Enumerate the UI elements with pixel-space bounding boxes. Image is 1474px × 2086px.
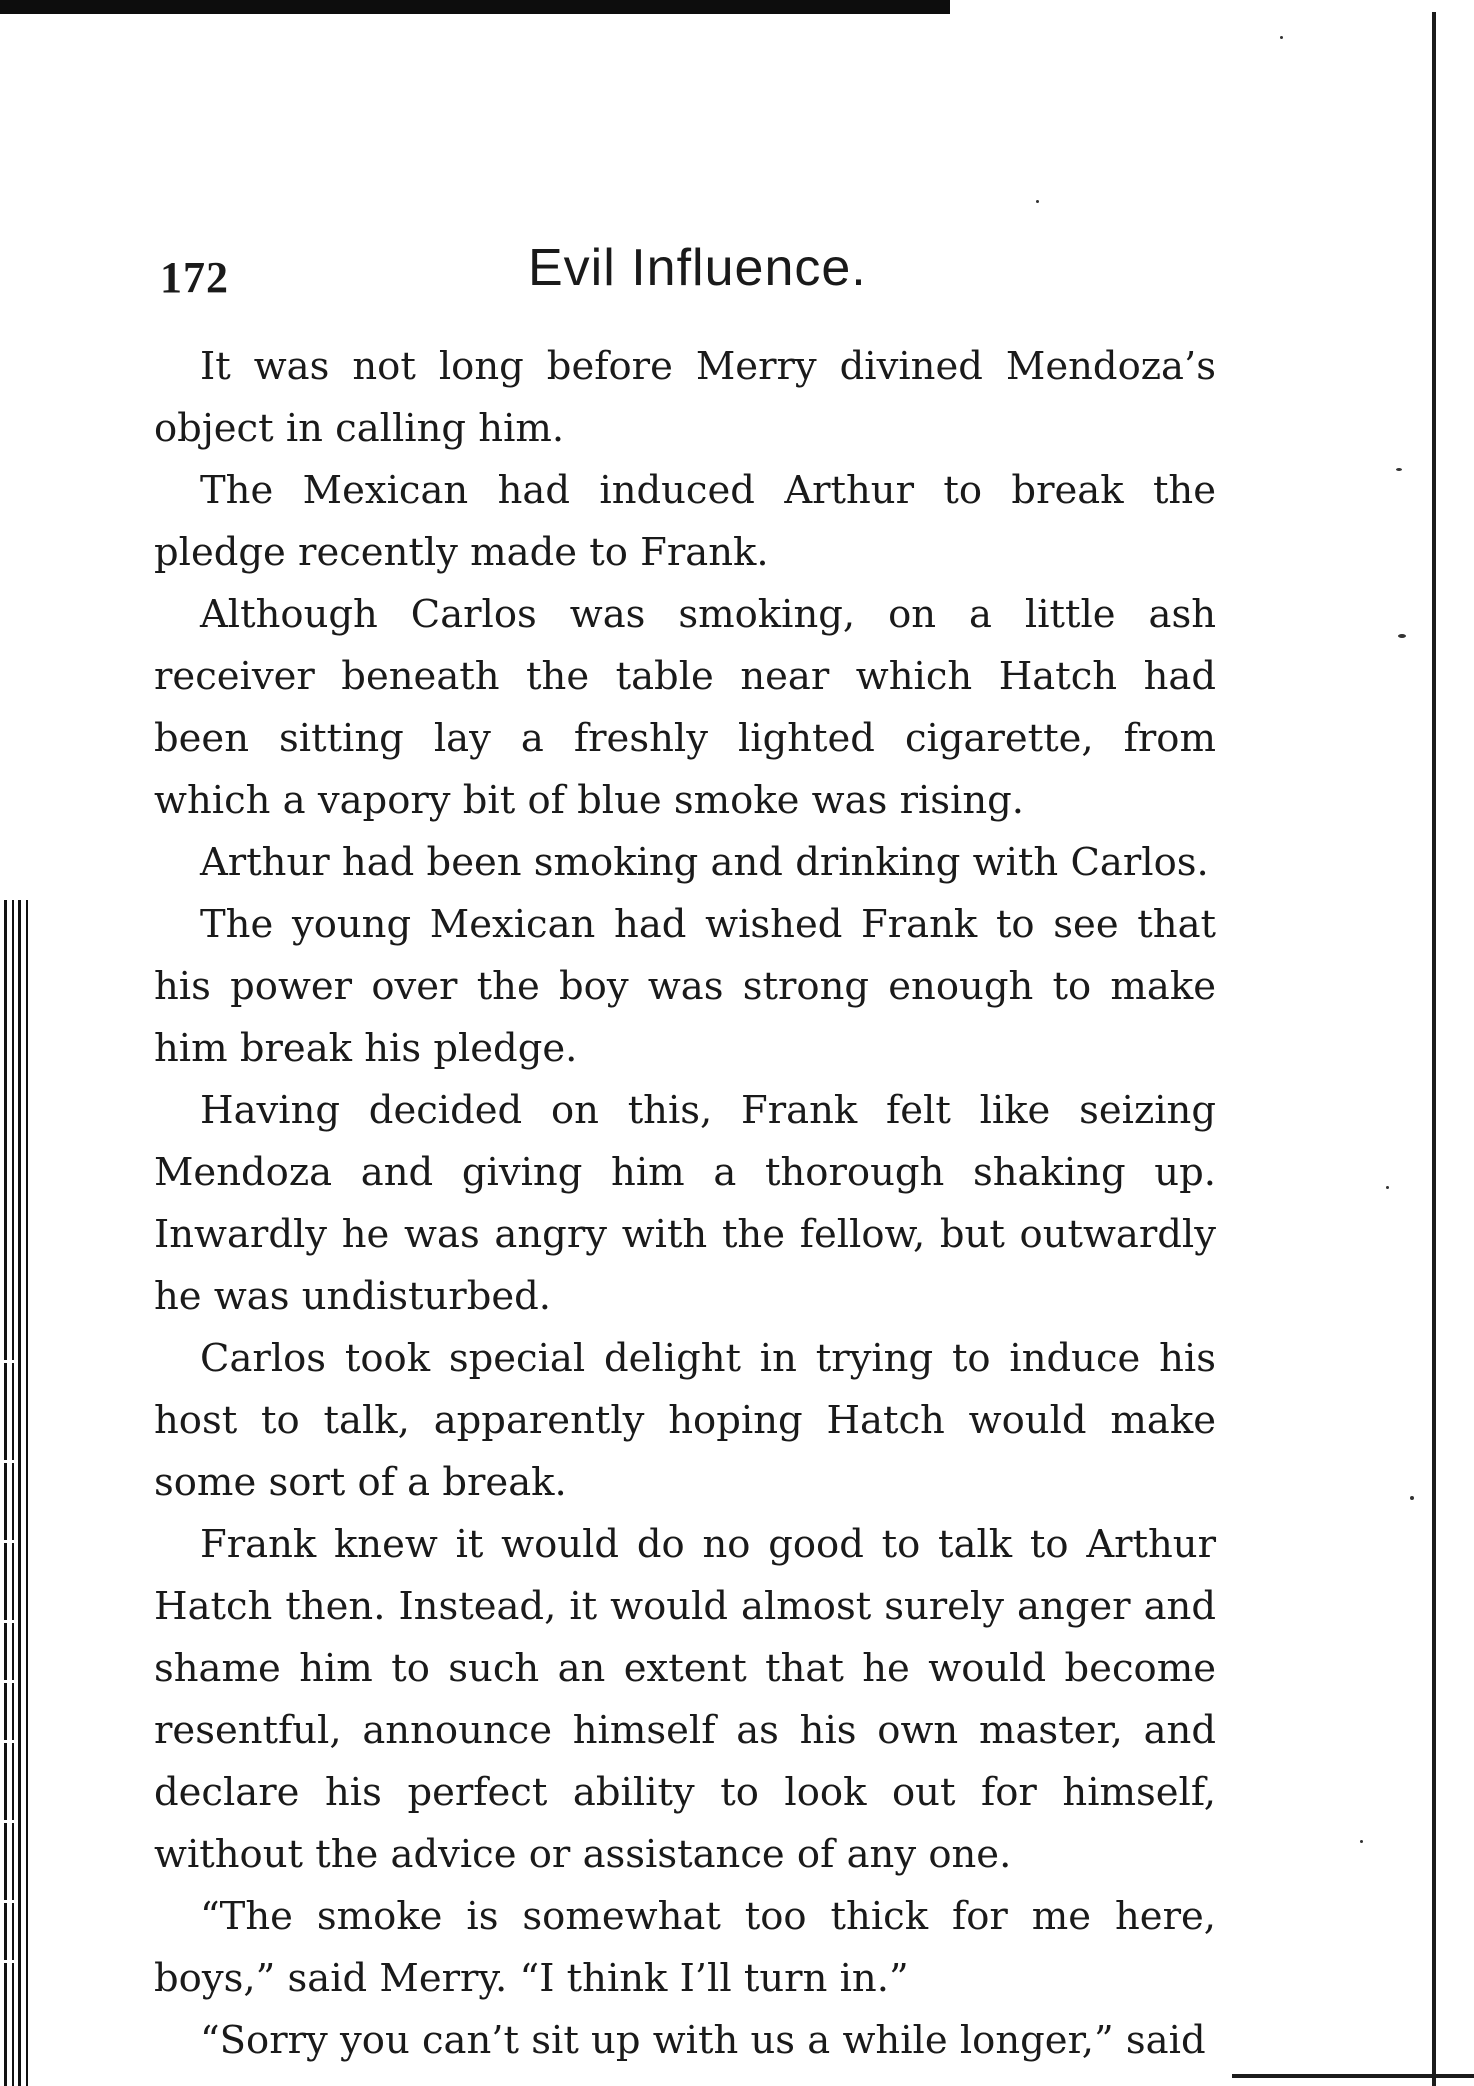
page-speck: [1360, 1840, 1363, 1843]
paragraph: “Sorry you can’t sit up with us a while longer,” said: [200, 2018, 1206, 2063]
page-speck: [1280, 36, 1283, 39]
page-number: 172: [160, 253, 229, 302]
paragraph: Carlos took special delight in trying to induce his host to talk, apparently hoping Hatch would make some sort of a break.: [154, 1336, 1216, 1505]
page-speck: [1036, 200, 1039, 203]
binding-edge-marks: [0, 900, 40, 2086]
paragraph: The young Mexican had wished Frank to see that his power over the boy was strong enough to make him break his pledge.: [154, 902, 1216, 1071]
top-page-rule: [0, 0, 950, 14]
page-speck: [1386, 1186, 1389, 1189]
running-head: Evil Influence.: [528, 239, 867, 297]
paragraph: “The smoke is somewhat too thick for me here, boys,” said Merry. “I think I’ll turn in.”: [154, 1894, 1216, 2001]
page-speck: [1398, 634, 1406, 638]
right-page-edge: [1432, 12, 1436, 2086]
page-speck: [1410, 1496, 1414, 1500]
body-text: [154, 336, 1216, 2072]
paragraph: Although Carlos was smoking, on a little ash receiver beneath the table near which Hatch had been sitting lay a freshly lighted cigarette, from which a vapory bit of blue smoke was rising.: [154, 592, 1216, 823]
page-speck: [1396, 468, 1402, 471]
paragraph: The Mexican had induced Arthur to break the pledge recently made to Frank.: [154, 468, 1216, 575]
paragraph: Frank knew it would do no good to talk to Arthur Hatch then. Instead, it would almost surely anger and shame him to such an extent that he would become resentful, announce himself as his own master, and declare his perfect ability to look out for himself, without the advice or assistance of any one.: [154, 1522, 1216, 1877]
bottom-page-edge: [1232, 2074, 1474, 2078]
paragraph: Having decided on this, Frank felt like seizing Mendoza and giving him a thorough shaking up. Inwardly he was angry with the fellow, but outwardly he was undisturbed.: [154, 1088, 1216, 1319]
page-header: [160, 238, 1220, 318]
paragraph: It was not long before Merry divined Mendoza’s object in calling him.: [154, 344, 1216, 451]
paragraph: Arthur had been smoking and drinking with Carlos.: [200, 840, 1209, 885]
